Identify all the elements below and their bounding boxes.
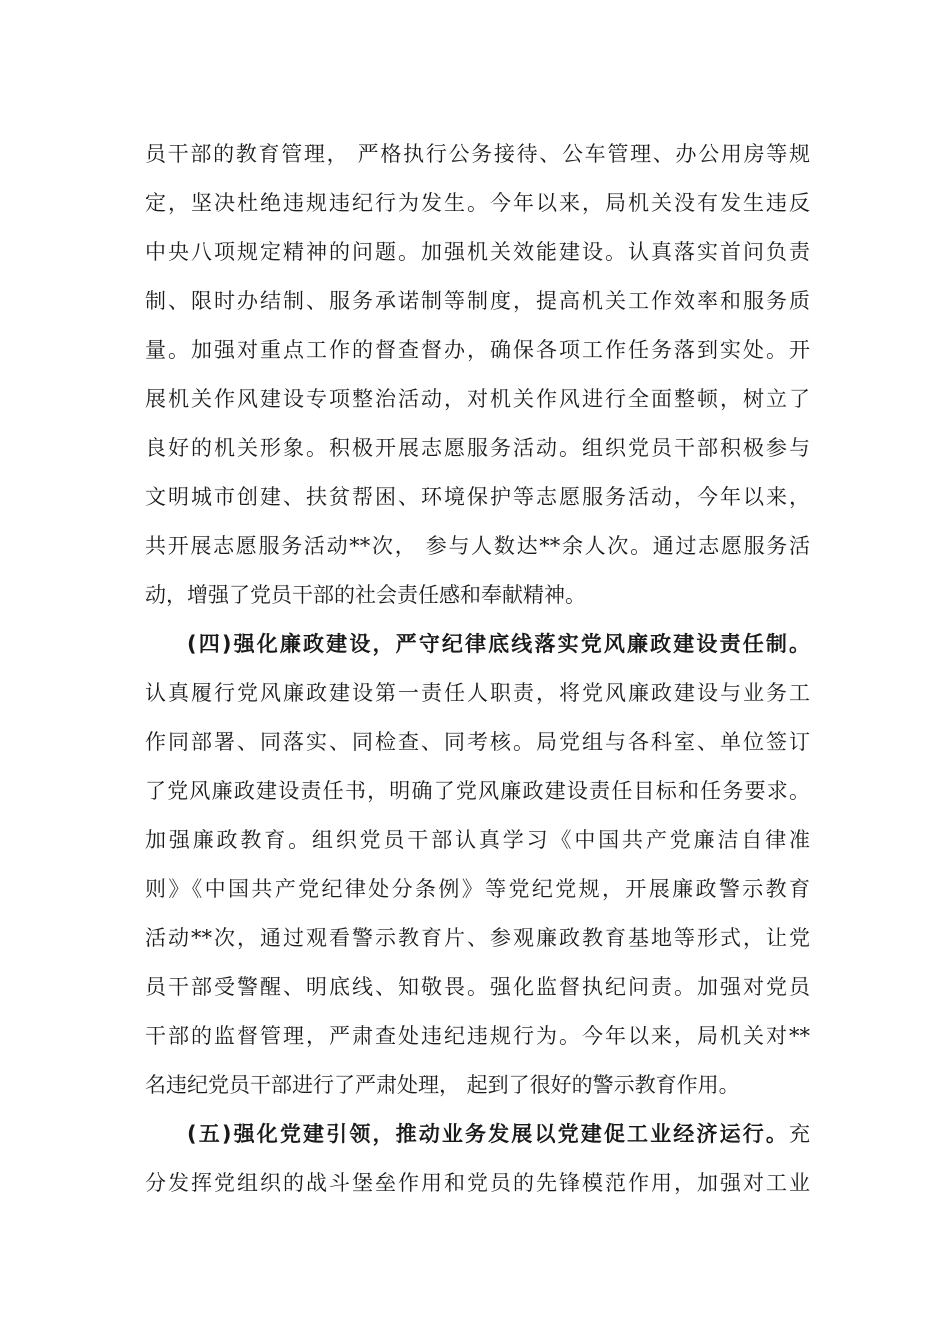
text-line: 员干部受警醒、明底线、知敬畏。强化监督执纪问责。加强对党员 bbox=[145, 975, 810, 999]
text-line: 认真履行党风廉政建设第一责任人职责，将党风廉政建设与业务工 bbox=[145, 681, 810, 705]
section-heading-five-tail: 充 bbox=[789, 1122, 810, 1146]
text-line: 定，坚决杜绝违规违纪行为发生。今年以来，局机关没有发生违反 bbox=[145, 191, 810, 215]
text-line: 员干部的教育管理， 严格执行公务接待、公车管理、办公用房等规 bbox=[145, 142, 810, 166]
text-line: 活动**次，通过观看警示教育片、参观廉政教育基地等形式，让党 bbox=[145, 926, 810, 950]
section-heading-four: (四)强化廉政建设，严守纪律底线落实党风廉政建设责任制。 bbox=[187, 632, 810, 656]
text-line: 加强廉政教育。组织党员干部认真学习《中国共产党廉洁自律准 bbox=[145, 828, 810, 852]
text-line: 分发挥党组织的战斗堡垒作用和党员的先锋模范作用，加强对工业 bbox=[145, 1171, 810, 1195]
text-line: 中央八项规定精神的问题。加强机关效能建设。认真落实首问负责 bbox=[145, 240, 810, 264]
section-heading-five-line bbox=[187, 1117, 810, 1151]
text-line: 则》《中国共产党纪律处分条例》等党纪党规，开展廉政警示教育 bbox=[145, 877, 810, 901]
text-line: 了党风廉政建设责任书，明确了党风廉政建设责任目标和任务要求。 bbox=[145, 779, 810, 803]
text-line: 制、限时办结制、服务承诺制等制度，提高机关工作效率和服务质 bbox=[145, 289, 810, 313]
text-line: 共开展志愿服务活动**次， 参与人数达**余人次。通过志愿服务活 bbox=[145, 534, 810, 558]
text-line: 名违纪党员干部进行了严肃处理， 起到了很好的警示教育作用。 bbox=[145, 1073, 740, 1097]
section-heading-five: (五)强化党建引领，推动业务发展以党建促工业经济运行。 bbox=[187, 1122, 789, 1146]
text-line: 干部的监督管理，严肃查处违纪违规行为。今年以来，局机关对** bbox=[145, 1024, 810, 1048]
text-line: 动，增强了党员干部的社会责任感和奉献精神。 bbox=[145, 583, 586, 607]
text-line: 文明城市创建、扶贫帮困、环境保护等志愿服务活动，今年以来， bbox=[145, 485, 810, 509]
text-line: 作同部署、同落实、同检查、同考核。局党组与各科室、单位签订 bbox=[145, 730, 810, 754]
text-line: 良好的机关形象。积极开展志愿服务活动。组织党员干部积极参与 bbox=[145, 436, 810, 460]
text-line: 量。加强对重点工作的督查督办，确保各项工作任务落到实处。开 bbox=[145, 338, 810, 362]
text-line: 展机关作风建设专项整治活动，对机关作风进行全面整顿，树立了 bbox=[145, 387, 810, 411]
